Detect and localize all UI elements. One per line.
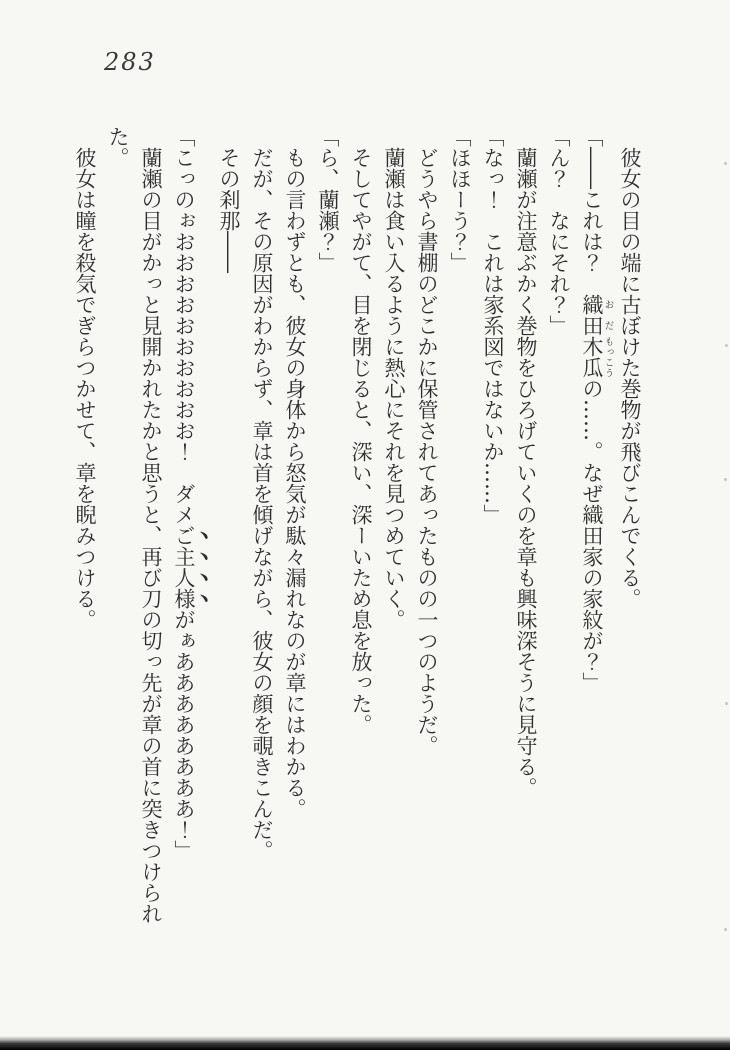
text-column: 「ん？ なにそれ？」	[547, 126, 571, 336]
text-column: その刹那――	[217, 147, 241, 273]
text-column: どうやら書棚のどこかに保管されてあったものの一つのようだ。	[415, 147, 439, 756]
emphasized-text: ご主人様	[172, 525, 196, 609]
text-column: 蘭瀬が注意ぶかく巻物をひろげていくのを章も興味深そうに見守る。	[514, 147, 538, 798]
text-column: 彼女は瞳を殺気でぎらつかせて、章を睨みつける。	[73, 147, 97, 630]
text-column-with-emphasis	[167, 126, 212, 936]
text-column: 「ら、蘭瀬？」	[316, 126, 340, 273]
dialogue-segment: 「こっのぉおおおおおおおおおお！ ダメ	[172, 126, 196, 525]
text-column: た。	[106, 126, 130, 168]
ruby-base: 織	[580, 294, 604, 315]
text-column: 「なっ！ これは家系図ではないか……」	[481, 126, 505, 525]
ruby-base: 木瓜	[580, 336, 604, 378]
ruby-text: もっこう	[602, 336, 614, 378]
dialogue-segment: の……。なぜ織田家の家紋が？」	[580, 378, 604, 693]
text-column: 蘭瀬の目がかっと見開かれたかと思うと、再び刀の切っ先が章の首に突きつけられ	[139, 147, 163, 924]
scan-artifact	[725, 344, 728, 347]
text-column: 「ほほーう？」	[448, 126, 472, 273]
text-column: もの言わずとも、彼女の身体から怒気が駄々漏れなのが章にはわかる。	[283, 147, 307, 819]
text-column-with-furigana	[575, 126, 613, 936]
scan-artifact	[725, 702, 728, 705]
dialogue-segment: 「――これは？	[580, 126, 604, 294]
scan-artifact	[724, 162, 727, 165]
ruby-text: お	[602, 294, 614, 315]
text-column: だが、その原因がわからず、章は首を傾げながら、彼女の顔を覗きこんだ。	[250, 147, 274, 861]
ruby-base: 田	[580, 315, 604, 336]
text-column: 彼女の目の端に古ぼけた巻物が飛びこんでくる。	[618, 147, 642, 609]
scan-artifact	[724, 928, 727, 931]
vertical-text-block	[68, 126, 646, 936]
ruby-oda-mokkou	[580, 294, 614, 378]
page-number: 283	[104, 48, 156, 76]
dialogue-segment: がぁああああああああ！」	[172, 609, 196, 861]
text-column: そしてやがて、目を閉じると、深い、深ーいため息を放った。	[349, 147, 373, 735]
ruby-text: だ	[602, 315, 614, 336]
text-column: 蘭瀬は食い入るように熱心にそれを見つめていく。	[382, 147, 406, 630]
page-scan-edge	[0, 1036, 730, 1050]
scan-artifact	[724, 478, 727, 481]
